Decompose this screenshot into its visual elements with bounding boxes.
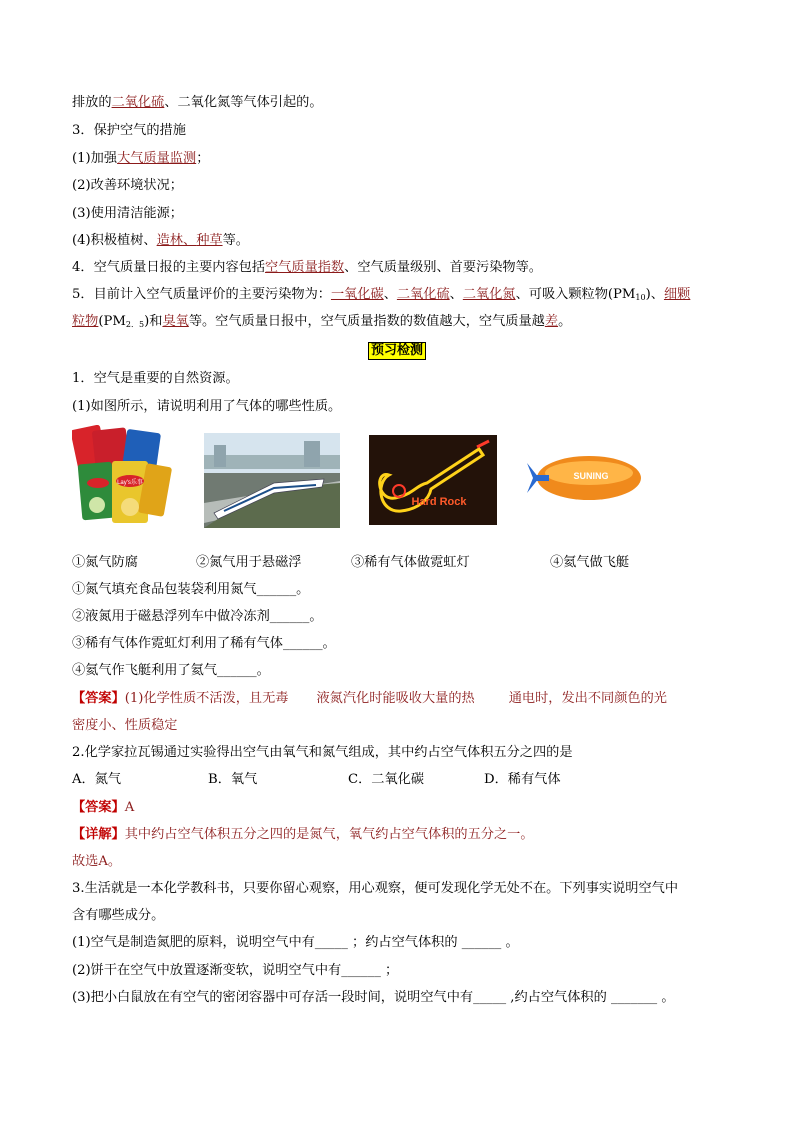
q2-answer: 【答案】A [72, 800, 135, 815]
blimp-image [525, 445, 645, 515]
measure-1: (1)加强大气质量监测； [72, 151, 210, 166]
q2-option-c: C．二氧化碳 [348, 772, 425, 787]
caption-1: ①氮气防腐 [72, 555, 138, 570]
q3-part-2: (2)饼干在空气中放置逐渐变软，说明空气中有______ ； [72, 963, 399, 978]
q3-stem-1: 3.生活就是一本化学教科书，只要你留心观察，用心观察，便可发现化学无处不在。下列事实说明空气中 [72, 881, 679, 896]
q1-item-4: ④氦气作飞艇利用了氦气______。 [72, 663, 270, 678]
section-4-line: 4．空气质量日报的主要内容包括空气质量指数、空气质量级别、首要污染物等。 [72, 260, 542, 275]
q2-option-a: A．氮气 [72, 772, 122, 787]
blimp-text: SUNING [573, 471, 609, 481]
section-5-line-1: 5．目前计入空气质量评价的主要污染物为：一氧化碳、二氧化硫、二氧化氮、可吸入颗粒物$(PM_{10})$、细颗 [72, 287, 691, 302]
q2-option-d: D．稀有气体 [484, 772, 561, 787]
caption-2: ②氮气用于悬磁浮 [196, 555, 302, 570]
q1-answer-line-2: 密度小、性质稳定 [72, 718, 178, 733]
q1-item-2: ②液氮用于磁悬浮列车中做冷冻剂______。 [72, 609, 323, 624]
q2-stem: 2.化学家拉瓦锡通过实验得出空气由氧气和氮气组成，其中约占空气体积五分之四的是 [72, 745, 573, 760]
q3-part-3: (3)把小白鼠放在有空气的密闭容器中可存活一段时间，说明空气中有_____ ,约占空气体积的 _______ 。 [72, 990, 675, 1005]
neon-sign-image [369, 435, 497, 525]
measure-2: (2)改善环境状况； [72, 178, 183, 193]
measure-4: (4)积极植树、造林、种草等。 [72, 233, 249, 248]
neon-sign-text: Hard Rock [411, 496, 467, 508]
chips-logo-text: Lay's乐事 [117, 480, 143, 486]
maglev-image [204, 433, 340, 528]
q1-item-1: ①氮气填充食品包装袋利用氮气______。 [72, 582, 310, 597]
caption-4: ④氦气做飞艇 [550, 555, 630, 570]
q2-option-b: B．氧气 [208, 772, 258, 787]
chips-image [72, 425, 172, 535]
measure-3: (3)使用清洁能源； [72, 206, 183, 221]
section-5-line-2: 粒物$(PM_{2.5})$和臭氧等。空气质量日报中，空气质量指数的数值越大，空气质量越差。 [72, 314, 572, 329]
section-badge-preview-test: 预习检测 [368, 342, 426, 360]
q1-answer-line-1: 【答案】(1)化学性质不活泼，且无毒 液氮汽化时能吸收大量的热 通电时，发出不同颜色的光 [72, 691, 667, 706]
q2-conclusion: 故选A。 [72, 854, 122, 869]
q3-part-1: (1)空气是制造氮肥的原料，说明空气中有_____ ；约占空气体积的 ______ 。 [72, 935, 519, 950]
q2-detail: 【详解】其中约占空气体积五分之四的是氮气，氧气约占空气体积的五分之一。 [72, 827, 534, 842]
q1-subquestion: (1)如图所示，请说明利用了气体的哪些性质。 [72, 399, 342, 414]
q1-title: 1．空气是重要的自然资源。 [72, 371, 239, 386]
q1-item-3: ③稀有气体作霓虹灯利用了稀有气体______。 [72, 636, 336, 651]
section-3-title: 3．保护空气的措施 [72, 123, 186, 138]
q3-stem-2: 含有哪些成分。 [72, 908, 165, 923]
intro-line-1: 排放的二氧化硫、二氧化氮等气体引起的。 [72, 95, 323, 110]
caption-3: ③稀有气体做霓虹灯 [351, 555, 470, 570]
